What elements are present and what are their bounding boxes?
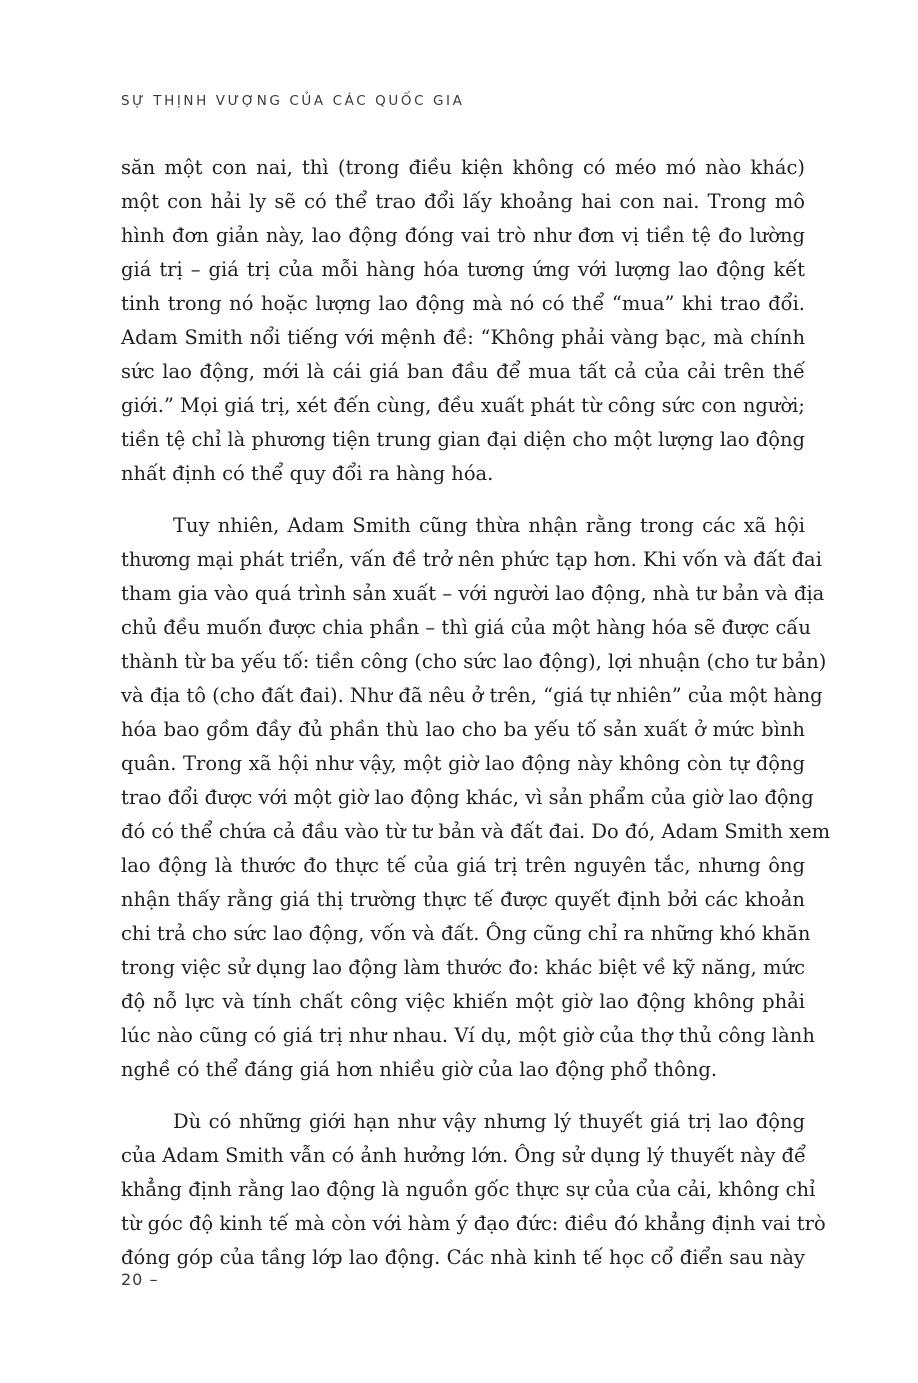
text-line: và địa tô (cho đất đai). Như đã nêu ở trên, “giá tự nhiên” của một hàng (121, 684, 823, 707)
text-line: lao động là thước đo thực tế của giá trị trên nguyên tắc, nhưng ông (121, 854, 805, 877)
text-line: tham gia vào quá trình sản xuất – với người lao động, nhà tư bản và địa (121, 582, 825, 605)
text-line: trao đổi được với một giờ lao động khác, vì sản phẩm của giờ lao động (121, 786, 814, 809)
text-line: thương mại phát triển, vấn đề trở nên phức tạp hơn. Khi vốn và đất đai (121, 548, 822, 571)
paragraph-spacer (121, 1087, 805, 1105)
paragraph-2 (121, 509, 831, 1087)
text-line: hình đơn giản này, lao động đóng vai trò như đơn vị tiền tệ đo lường (121, 224, 805, 247)
text-line: của Adam Smith vẫn có ảnh hưởng lớn. Ông sử dụng lý thuyết này để (121, 1144, 807, 1167)
text-line: từ góc độ kinh tế mà còn với hàm ý đạo đức: điều đó khẳng định vai trò (121, 1212, 826, 1235)
text-line: khẳng định rằng lao động là nguồn gốc thực sự của của cải, không chỉ (121, 1178, 816, 1201)
text-line: nhận thấy rằng giá thị trường thực tế được quyết định bởi các khoản (121, 888, 805, 911)
running-header: SỰ THỊNH VƯỢNG CỦA CÁC QUỐC GIA (121, 93, 465, 109)
text-line: chủ đều muốn được chia phần – thì giá của một hàng hóa sẽ được cấu (121, 616, 811, 639)
text-line: nghề có thể đáng giá hơn nhiều giờ của lao động phổ thông. (121, 1058, 718, 1081)
text-line: độ nỗ lực và tính chất công việc khiến một giờ lao động không phải (121, 990, 805, 1013)
paragraph-spacer (121, 491, 805, 509)
text-line: Dù có những giới hạn như vậy nhưng lý thuyết giá trị lao động (173, 1110, 805, 1133)
text-line: đó có thể chứa cả đầu vào từ tư bản và đất đai. Do đó, Adam Smith xem (121, 820, 831, 843)
text-line: săn một con nai, thì (trong điều kiện không có méo mó nào khác) (121, 156, 805, 179)
page-number: 20 – (121, 1270, 159, 1289)
text-line: giới.” Mọi giá trị, xét đến cùng, đều xuất phát từ công sức con người; (121, 394, 805, 417)
text-line: thành từ ba yếu tố: tiền công (cho sức lao động), lợi nhuận (cho tư bản) (121, 650, 827, 673)
text-line: tiền tệ chỉ là phương tiện trung gian đại diện cho một lượng lao động (121, 428, 805, 451)
text-line: Tuy nhiên, Adam Smith cũng thừa nhận rằng trong các xã hội (173, 514, 805, 537)
paragraph-3 (121, 1105, 826, 1275)
paragraph-1 (121, 151, 805, 491)
text-line: đóng góp của tầng lớp lao động. Các nhà kinh tế học cổ điển sau này (121, 1246, 805, 1269)
text-line: hóa bao gồm đầy đủ phần thù lao cho ba yếu tố sản xuất ở mức bình (121, 718, 805, 741)
body-text (121, 151, 831, 1275)
text-line: lúc nào cũng có giá trị như nhau. Ví dụ, một giờ của thợ thủ công lành (121, 1024, 815, 1047)
text-line: quân. Trong xã hội như vậy, một giờ lao động này không còn tự động (121, 752, 805, 775)
text-line: Adam Smith nổi tiếng với mệnh đề: “Không phải vàng bạc, mà chính (121, 326, 805, 349)
text-line: nhất định có thể quy đổi ra hàng hóa. (121, 462, 494, 485)
text-line: chi trả cho sức lao động, vốn và đất. Ông cũng chỉ ra những khó khăn (121, 922, 811, 945)
text-line: giá trị – giá trị của mỗi hàng hóa tương ứng với lượng lao động kết (121, 258, 805, 281)
text-line: một con hải ly sẽ có thể trao đổi lấy khoảng hai con nai. Trong mô (121, 190, 805, 213)
text-line: sức lao động, mới là cái giá ban đầu để mua tất cả của cải trên thế (121, 360, 805, 383)
text-line: tinh trong nó hoặc lượng lao động mà nó có thể “mua” khi trao đổi. (121, 292, 805, 315)
text-line: trong việc sử dụng lao động làm thước đo: khác biệt về kỹ năng, mức (121, 956, 805, 979)
